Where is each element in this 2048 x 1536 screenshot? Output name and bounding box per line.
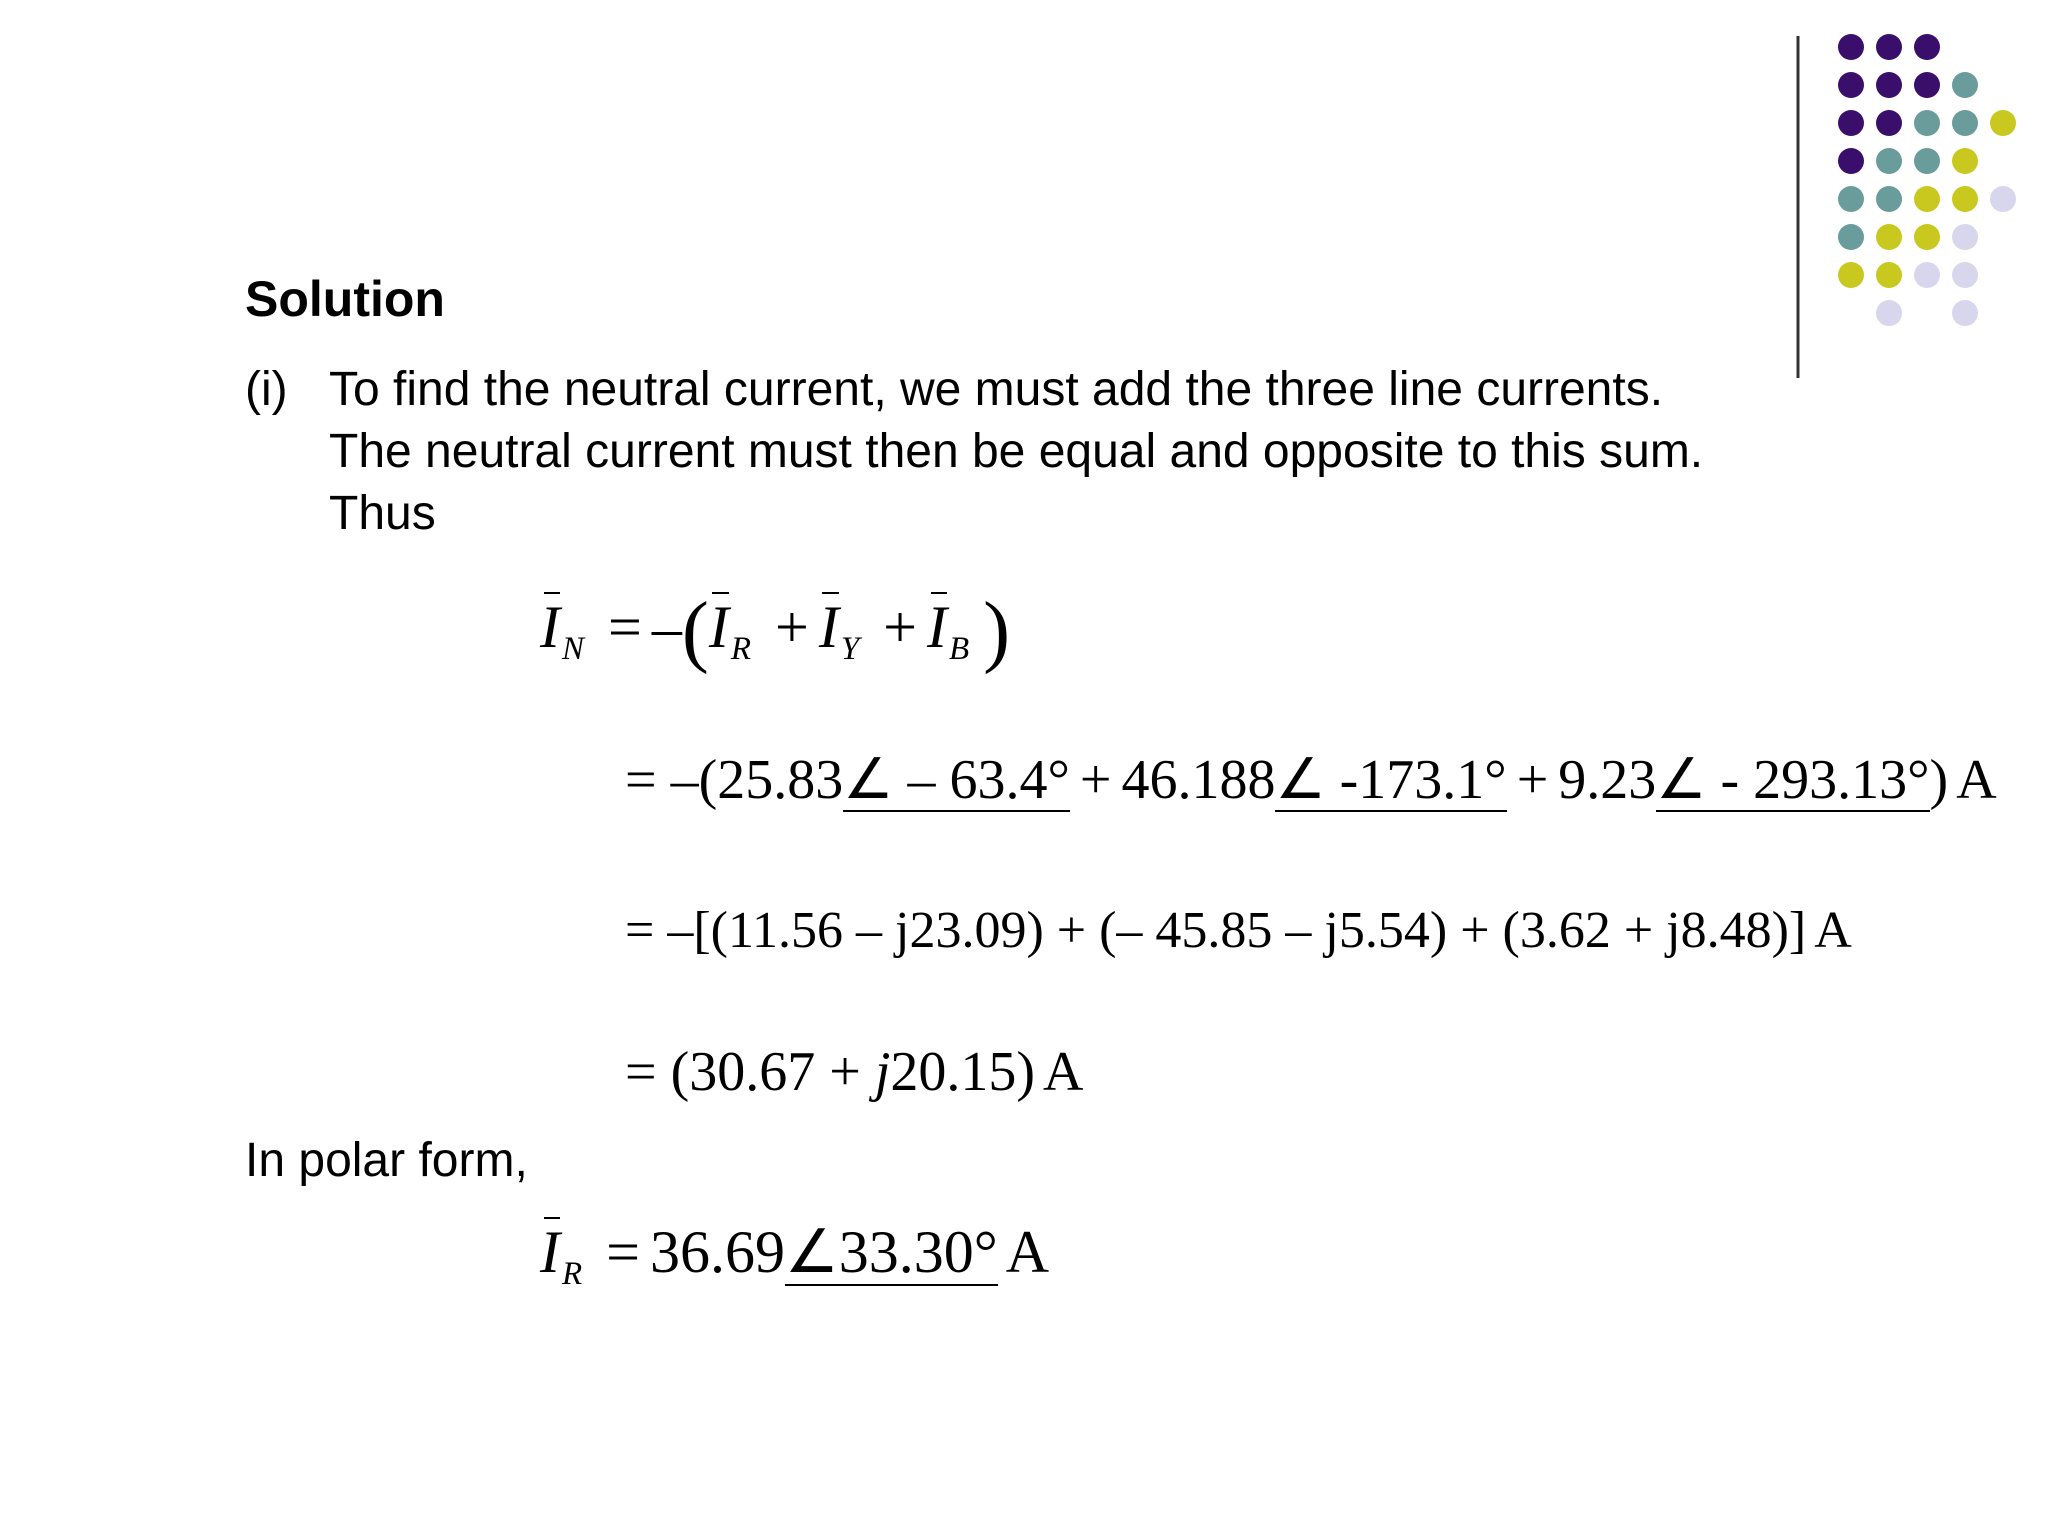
paragraph-line-2: The neutral current must then be equal and opposite to this sum. [329, 425, 1704, 478]
decorative-dot [1876, 262, 1902, 288]
eq2-prefix: = –( [625, 749, 718, 811]
equation-phasor-sum [625, 749, 1997, 812]
close-paren: ) [983, 585, 1011, 675]
plus-sign-1: + [774, 594, 809, 661]
decorative-dot [1952, 262, 1978, 288]
decorative-dot [1876, 224, 1902, 250]
decorative-dot [1990, 186, 2016, 212]
term-3-subscript: B [949, 630, 970, 667]
minus-sign: – [651, 594, 682, 661]
decorative-dot [1838, 224, 1864, 250]
decorative-dot [1914, 224, 1940, 250]
eq2-suffix: ) [1929, 749, 1949, 811]
equation-rectangular-result [625, 1041, 1084, 1103]
imaginary-unit: j [874, 1041, 891, 1103]
magnitude-3: 9.23 [1558, 749, 1657, 811]
unit-amps: A [1814, 902, 1852, 959]
equals-sign: = [606, 1219, 640, 1285]
eq3-expression: = –[(11.56 – j23.09) + (– 45.85 – j5.54) + (3.62 + j8.48)] [625, 902, 1807, 959]
decorative-dot [1838, 110, 1864, 136]
dot-grid [1838, 34, 2016, 326]
term-2-subscript: Y [840, 630, 860, 667]
term-1-subscript: R [730, 630, 751, 667]
decorative-dot [1876, 148, 1902, 174]
equation-neutral-current-definition [540, 585, 1011, 675]
solution-heading: Solution [245, 271, 445, 327]
lhs-subscript: R [561, 1255, 583, 1292]
decorative-dot [1838, 262, 1864, 288]
magnitude-2: 46.188 [1121, 749, 1276, 811]
decorative-dot [1838, 72, 1864, 98]
magnitude: 36.69 [650, 1219, 785, 1285]
term-3-symbol: I [927, 594, 947, 661]
decorative-dot [1952, 224, 1978, 250]
angle-3: ∠ - 293.13° [1656, 749, 1930, 811]
angle-1: ∠ – 63.4° [843, 749, 1070, 811]
decorative-dot [1876, 110, 1902, 136]
decorative-dot [1990, 110, 2016, 136]
unit-amps: A [1005, 1219, 1050, 1285]
decorative-dot [1914, 186, 1940, 212]
paragraph-line-1: To find the neutral current, we must add the three line currents. [329, 363, 1664, 416]
eq4-imag: 20.15) [890, 1041, 1036, 1103]
plus-2: + [1516, 749, 1549, 811]
decorative-dot [1838, 34, 1864, 60]
eq4-prefix: = (30.67 + [625, 1041, 875, 1103]
item-marker: (i) [245, 363, 288, 416]
magnitude-1: 25.83 [717, 749, 844, 811]
decorative-dot [1838, 186, 1864, 212]
decorative-dot [1914, 34, 1940, 60]
decorative-dot [1952, 186, 1978, 212]
decorative-dot [1876, 300, 1902, 326]
term-2-symbol: I [818, 594, 839, 661]
unit-amps: A [1956, 749, 1997, 811]
decorative-dot [1876, 34, 1902, 60]
equation-rectangular-terms [625, 902, 1852, 959]
decorative-dot [1876, 186, 1902, 212]
decorative-dot [1952, 72, 1978, 98]
equation-polar-result [540, 1219, 1050, 1292]
equals-sign: = [608, 594, 642, 661]
open-paren: ( [681, 585, 709, 675]
decorative-dot [1914, 72, 1940, 98]
polar-form-label: In polar form, [245, 1134, 528, 1187]
decorative-dot [1914, 148, 1940, 174]
paragraph-line-3: Thus [329, 487, 436, 540]
term-1-symbol: I [708, 594, 729, 661]
decorative-dot [1952, 148, 1978, 174]
decorative-dot [1952, 300, 1978, 326]
angle: ∠33.30° [785, 1219, 998, 1285]
plus-sign-2: + [883, 594, 918, 661]
unit-amps: A [1043, 1041, 1084, 1103]
decorative-dot [1914, 262, 1940, 288]
decorative-dot [1838, 148, 1864, 174]
decorative-dot [1914, 110, 1940, 136]
lhs-current-symbol: I [540, 1219, 560, 1285]
angle-2: ∠ -173.1° [1275, 749, 1507, 811]
decorative-dot [1952, 110, 1978, 136]
lhs-current-symbol: I [540, 594, 560, 661]
plus-1: + [1079, 749, 1112, 811]
lhs-subscript: N [561, 630, 584, 667]
decorative-dot [1876, 72, 1902, 98]
